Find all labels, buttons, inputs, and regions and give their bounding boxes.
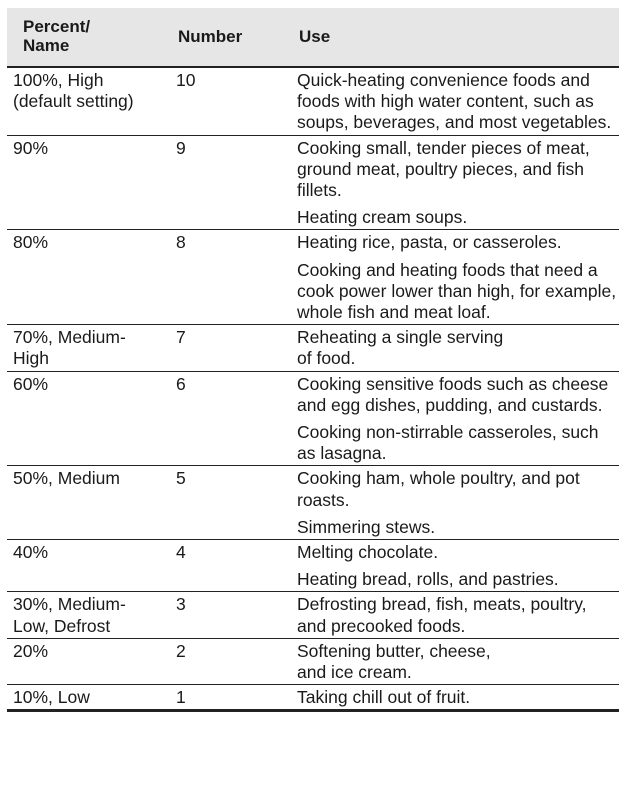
number-cell: 5 [176, 468, 186, 489]
use-cell [291, 135, 619, 230]
number-cell: 3 [176, 594, 186, 615]
percent-name-cell: 80% [13, 232, 49, 253]
percent-name-cell: 20% [13, 640, 49, 661]
table-header-row [7, 8, 619, 67]
table-row [7, 592, 619, 638]
use-text: Cooking small, tender pieces of meat, ground meat, poultry pieces, and fish fillets. [297, 137, 590, 201]
number-cell: 4 [176, 542, 186, 563]
use-text: Softening butter, cheese, and ice cream. [297, 640, 491, 683]
header-use: Use [299, 26, 331, 46]
number-cell: 1 [176, 687, 186, 708]
use-text: Cooking sensitive foods such as cheese and egg dishes, pudding, and custards. [297, 373, 609, 415]
table-row [7, 540, 619, 592]
table-row [7, 135, 619, 230]
header-percent-name: Percent/ Name [23, 17, 91, 55]
number-cell: 10 [176, 70, 196, 90]
use-cell [291, 466, 619, 540]
table-row [7, 230, 619, 325]
use-cell [291, 592, 619, 638]
percent-name-cell: 100%, High (default setting) [13, 70, 134, 112]
table-row [7, 325, 619, 371]
use-text: Defrosting bread, fish, meats, poultry, and precooked foods. [297, 594, 587, 636]
use-text: Heating rice, pasta, or casseroles. [297, 232, 562, 253]
use-text: Heating bread, rolls, and pastries. [297, 569, 559, 590]
use-text: Melting chocolate. [297, 542, 439, 563]
use-cell [291, 371, 619, 466]
percent-name-cell: 40% [13, 542, 49, 563]
table-row [7, 67, 619, 135]
use-text: Reheating a single serving of food. [297, 327, 504, 369]
percent-name-cell: 30%, Medium- Low, Defrost [13, 594, 126, 636]
table-row [7, 371, 619, 466]
header-number: Number [178, 26, 243, 46]
use-text: Cooking and heating foods that need a cook power lower than high, for example, whole fish and meat loaf. [297, 259, 617, 323]
table-row [7, 685, 619, 711]
percent-name-cell: 90% [13, 137, 49, 158]
percent-name-cell: 60% [13, 373, 49, 394]
number-cell: 6 [176, 373, 186, 394]
use-cell [291, 67, 619, 135]
use-cell [291, 685, 619, 711]
number-cell: 2 [176, 640, 186, 661]
percent-name-cell: 50%, Medium [13, 468, 120, 489]
use-text: Taking chill out of fruit. [297, 687, 471, 708]
percent-name-cell: 70%, Medium- High [13, 327, 126, 369]
number-cell: 7 [176, 327, 186, 348]
use-text: Simmering stews. [297, 516, 436, 537]
cook-power-table [7, 8, 619, 712]
use-cell [291, 638, 619, 684]
use-text: Heating cream soups. [297, 207, 468, 228]
number-cell: 9 [176, 137, 186, 158]
number-cell: 8 [176, 232, 186, 253]
use-cell [291, 230, 619, 325]
percent-name-cell: 10%, Low [13, 687, 90, 708]
use-text: Cooking ham, whole poultry, and pot roasts. [297, 468, 580, 510]
table-body [7, 67, 619, 711]
use-text: Cooking non-stirrable casseroles, such as lasagna. [297, 422, 599, 464]
use-text: Quick-heating convenience foods and foods with high water content, such as soups, beverages, and most vegetables. [297, 70, 612, 133]
table-row [7, 466, 619, 540]
use-cell [291, 540, 619, 592]
use-cell [291, 325, 619, 371]
table-row [7, 638, 619, 684]
